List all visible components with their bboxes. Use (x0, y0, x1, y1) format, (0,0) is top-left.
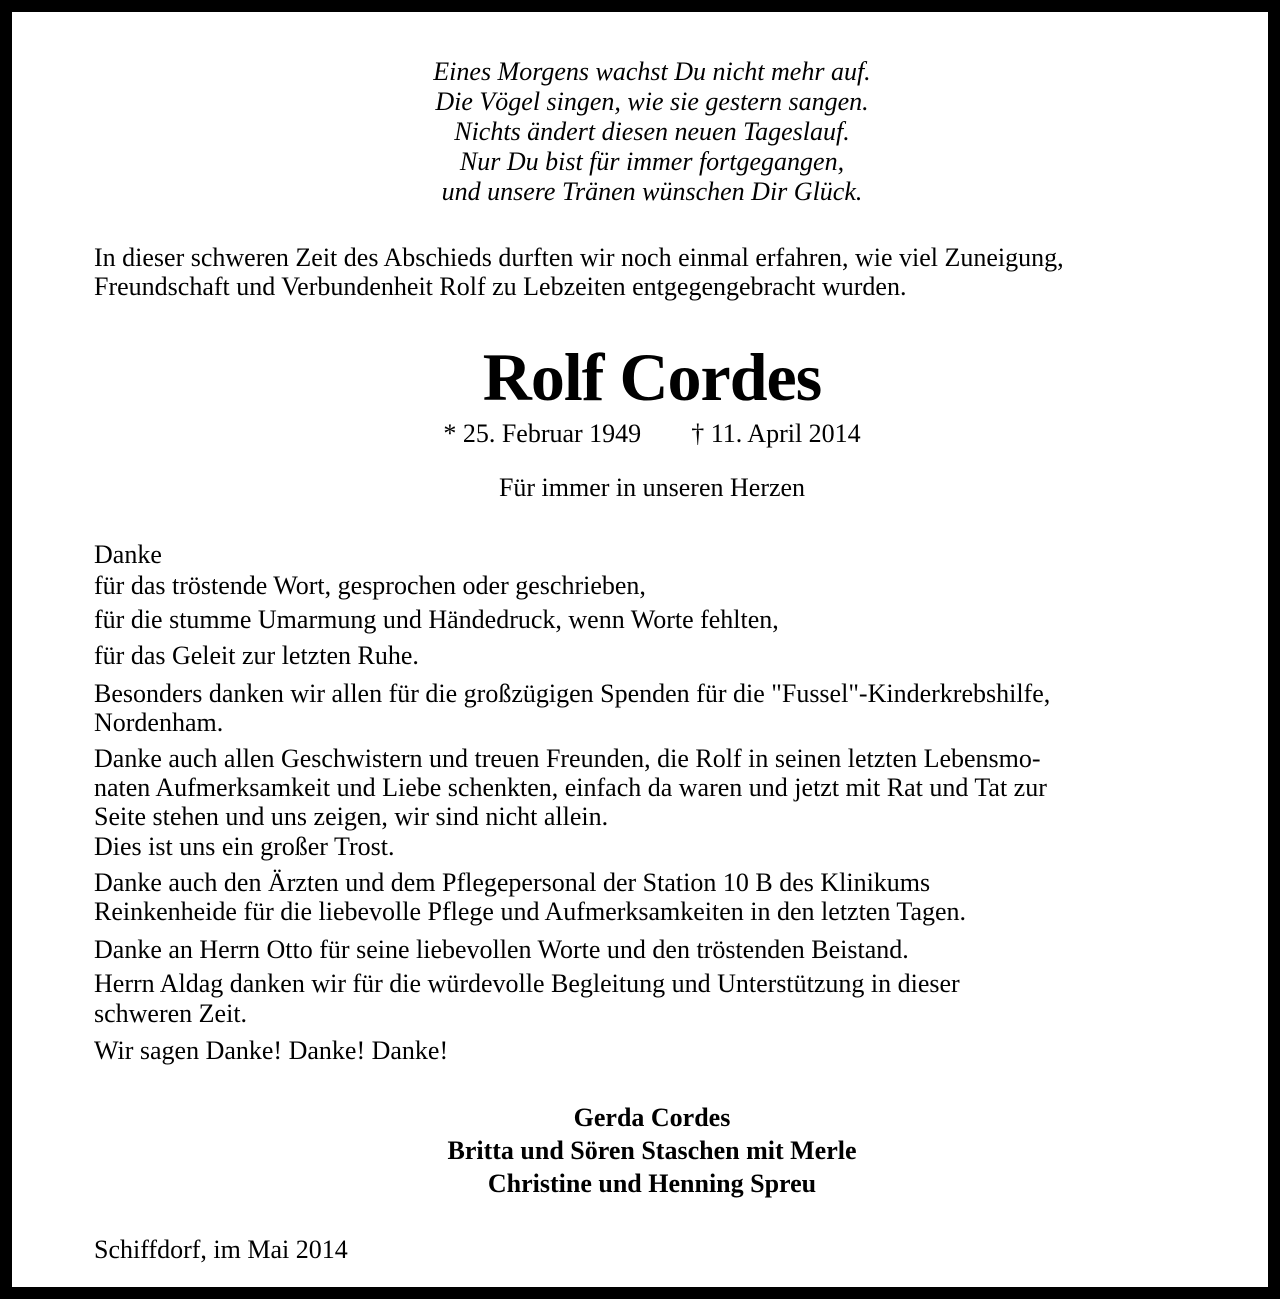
thanks-line: Reinkenheide für die liebevolle Pflege und Aufmerksamkeiten in den letzten Tagen. (94, 897, 967, 926)
thanks-line: Danke an Herrn Otto für seine liebevollen Worte und den tröstenden Beistand. (94, 935, 909, 964)
signature-line: Christine und Henning Spreu (487, 1169, 817, 1198)
poem-line: Nur Du bist für immer fortgegangen, (459, 147, 845, 176)
thanks-line: Nordenham. (94, 708, 224, 737)
thanks-line: für die stumme Umarmung und Händedruck, wenn Worte fehlten, (94, 605, 779, 634)
poem-line: Nichts ändert diesen neuen Tageslauf. (454, 117, 850, 146)
intro-line: Freundschaft und Verbundenheit Rolf zu Lebzeiten entgegengebracht wurden. (94, 272, 907, 301)
thanks-line: für das tröstende Wort, gesprochen oder geschrieben, (94, 571, 646, 600)
thanks-line: Dies ist uns ein großer Trost. (94, 832, 395, 861)
thanks-line: Danke auch allen Geschwistern und treuen Freunden, die Rolf in seinen letzten Lebensmo- (94, 744, 1041, 773)
thanks-line: für das Geleit zur letzten Ruhe. (94, 641, 419, 670)
thanks-line: Herrn Aldag danken wir für die würdevolle Begleitung und Unterstützung in dieser (94, 969, 960, 998)
thanks-line: Danke (94, 540, 162, 569)
thanks-line: Seite stehen und uns zeigen, wir sind nicht allein. (94, 802, 609, 831)
motto: Für immer in unseren Herzen (498, 473, 806, 502)
birth-date: * 25. Februar 1949 (443, 419, 642, 448)
poem-line: Die Vögel singen, wie sie gestern sangen. (435, 87, 869, 116)
signature-line: Britta und Sören Staschen mit Merle (447, 1136, 857, 1165)
life-dates (12, 419, 1280, 449)
poem-line: und unsere Tränen wünschen Dir Glück. (441, 177, 863, 206)
deceased-name: Rolf Cordes (482, 339, 822, 415)
place-date: Schiffdorf, im Mai 2014 (94, 1235, 348, 1264)
death-date: † 11. April 2014 (691, 419, 861, 448)
signature-line: Gerda Cordes (573, 1103, 731, 1132)
intro-line: In dieser schweren Zeit des Abschieds durften wir noch einmal erfahren, wie viel Zuneigung, (94, 243, 1064, 272)
thanks-line: Danke auch den Ärzten und dem Pflegepersonal der Station 10 B des Klinikums (94, 868, 931, 897)
thanks-line: naten Aufmerksamkeit und Liebe schenkten, einfach da waren und jetzt mit Rat und Tat zur (94, 773, 1047, 802)
thanks-line: Besonders danken wir allen für die großzügigen Spenden für die "Fussel"-Kinderkrebshilfe, (94, 679, 1051, 708)
thanks-line: schweren Zeit. (94, 999, 248, 1028)
poem-line: Eines Morgens wachst Du nicht mehr auf. (433, 57, 871, 86)
thanks-line: Wir sagen Danke! Danke! Danke! (94, 1036, 449, 1065)
